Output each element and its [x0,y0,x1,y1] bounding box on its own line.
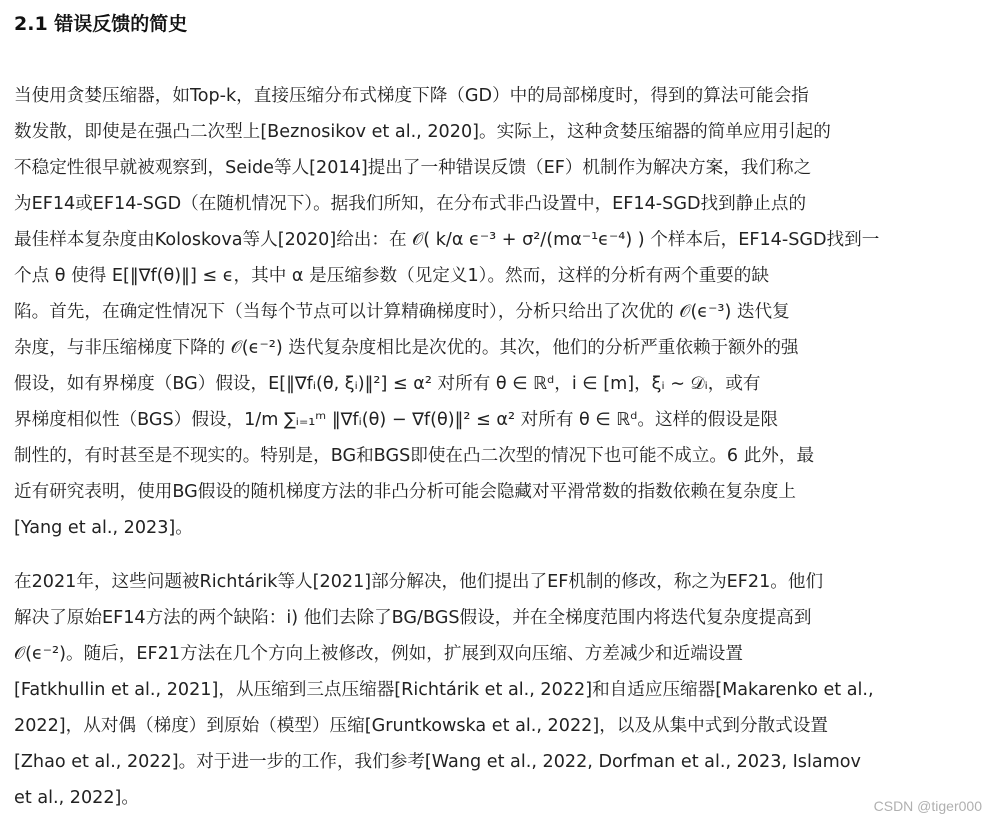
text-line: [Fatkhullin et al., 2021]，从压缩到三点压缩器[Richtárik et al., 2022]和自适应压缩器[Makarenko et al., [14,680,874,700]
text-line: 为EF14或EF14-SGD（在随机情况下）。据我们所知，在分布式非凸设置中，EF14-SGD找到静止点的 [14,194,807,214]
text-line: 杂度，与非压缩梯度下降的 𝒪(ϵ⁻²) 迭代复杂度相比是次优的。其次，他们的分析严重依赖于额外的强 [14,338,799,358]
text-line: 当使用贪婪压缩器，如Top-k，直接压缩分布式梯度下降（GD）中的局部梯度时，得到的算法可能会指 [14,86,809,106]
text-line: 制性的，有时甚至是不现实的。特别是，BG和BGS即使在凸二次型的情况下也可能不成立。6 此外，最 [14,446,815,466]
paragraph-error-feedback-history [14,78,980,546]
text-line: 在2021年，这些问题被Richtárik等人[2021]部分解决，他们提出了EF机制的修改，称之为EF21。他们 [14,572,824,592]
text-line: et al., 2022]。 [14,788,139,808]
text-line: 最佳样本复杂度由Koloskova等人[2020]给出：在 𝒪( k/α ϵ⁻³ + σ²/(mα⁻¹ϵ⁻⁴) ) 个样本后，EF14-SGD找到一 [14,230,880,250]
text-line: 假设，如有界梯度（BG）假设，E[‖∇fᵢ(θ, ξᵢ)‖²] ≤ α² 对所有 θ ∈ ℝᵈ，i ∈ [m]，ξᵢ ∼ 𝒟ᵢ，或有 [14,374,761,394]
text-line: 陷。首先，在确定性情况下（当每个节点可以计算精确梯度时），分析只给出了次优的 𝒪(ϵ⁻³) 迭代复 [14,302,790,322]
watermark: CSDN @tiger000 [873,798,982,814]
text-line: 2022]，从对偶（梯度）到原始（模型）压缩[Gruntkowska et al., 2022]，以及从集中式到分散式设置 [14,716,828,736]
text-line: 近有研究表明，使用BG假设的随机梯度方法的非凸分析可能会隐藏对平滑常数的指数依赖在复杂度上 [14,482,796,502]
text-line: 𝒪(ϵ⁻²)。随后，EF21方法在几个方向上被修改，例如，扩展到双向压缩、方差减少和近端设置 [14,644,743,664]
section-heading: 2.1 错误反馈的简史 [14,13,188,35]
text-line: 个点 θ 使得 E[‖∇f(θ)‖] ≤ ϵ，其中 α 是压缩参数（见定义1）。然而，这样的分析有两个重要的缺 [14,266,769,286]
paragraph-ef21 [14,564,980,816]
text-line: 不稳定性很早就被观察到，Seide等人[2014]提出了一种错误反馈（EF）机制作为解决方案，我们称之 [14,158,812,178]
text-line: [Yang et al., 2023]。 [14,518,193,538]
text-line: 数发散，即使是在强凸二次型上[Beznosikov et al., 2020]。实际上，这种贪婪压缩器的简单应用引起的 [14,122,831,142]
text-line: 界梯度相似性（BGS）假设，1/m ∑ᵢ₌₁ᵐ ‖∇fᵢ(θ) − ∇f(θ)‖² ≤ α² 对所有 θ ∈ ℝᵈ。这样的假设是限 [14,410,779,430]
text-line: 解决了原始EF14方法的两个缺陷：i) 他们去除了BG/BGS假设，并在全梯度范围内将迭代复杂度提高到 [14,608,812,628]
text-line: [Zhao et al., 2022]。对于进一步的工作，我们参考[Wang et al., 2022, Dorfman et al., 2023, Islamov [14,752,861,772]
